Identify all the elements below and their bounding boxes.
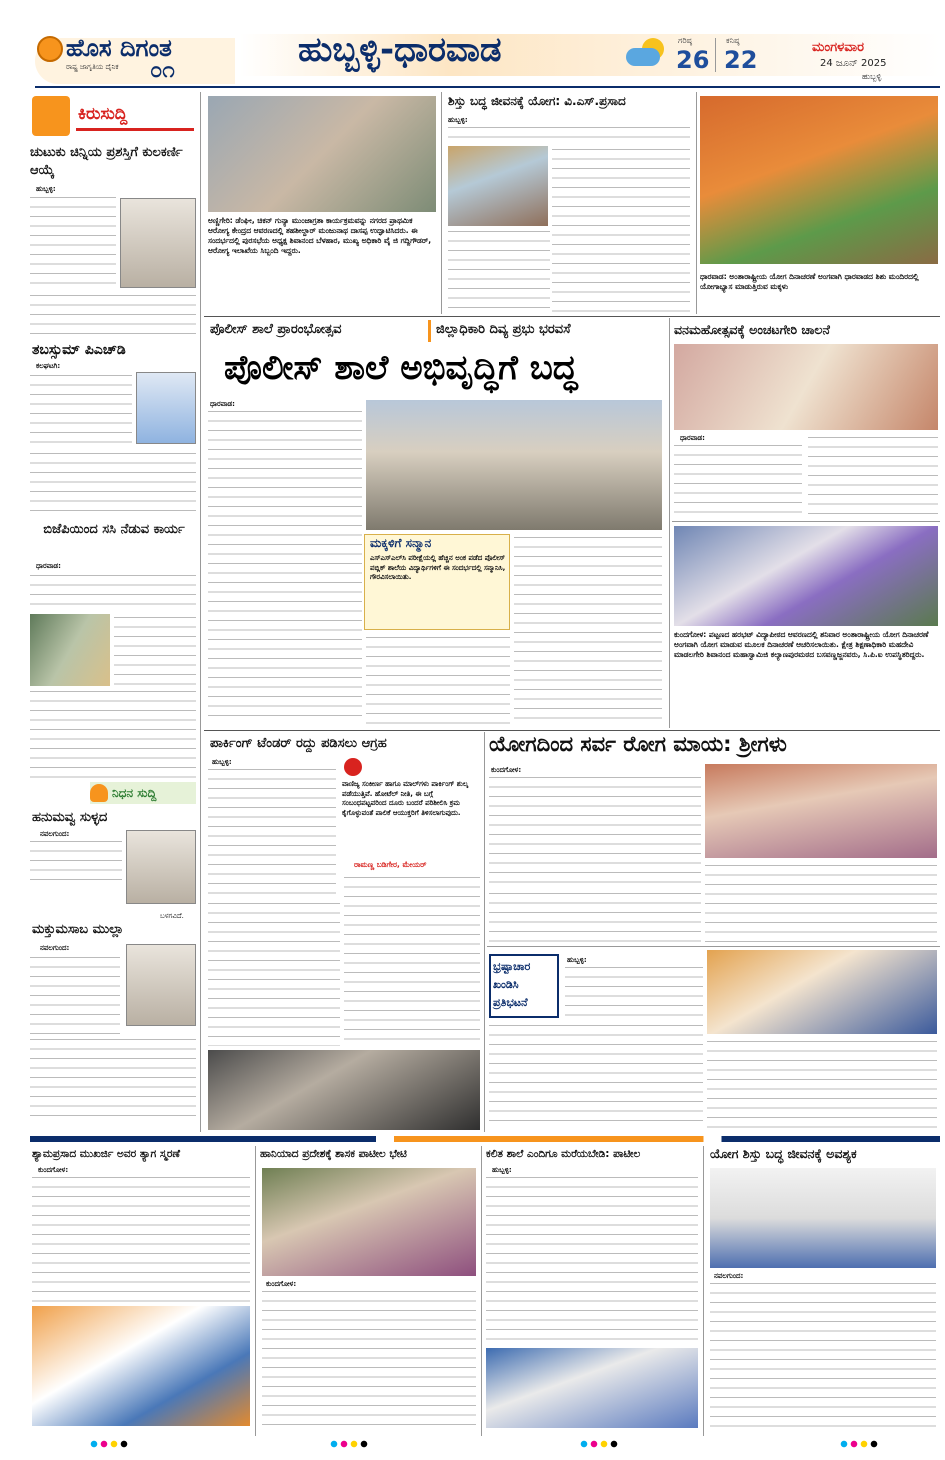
lead-body-col-1 <box>208 408 362 724</box>
parking-body-b <box>208 900 340 1046</box>
brief-hand-icon <box>32 96 70 136</box>
top-story-2-body-c <box>448 228 550 312</box>
brief-2-photo <box>136 372 196 444</box>
parking-body-c <box>344 874 480 1046</box>
vana-body-a <box>674 442 802 518</box>
vana-dateline: ಧಾರವಾಡ: <box>680 434 705 442</box>
top-story-2-body-b <box>552 146 690 312</box>
mayor-quote-icon <box>344 758 362 776</box>
yogaroga-photo <box>705 764 937 858</box>
vana-body-b <box>808 434 938 518</box>
vana-title: ವನಮಹೋತ್ಸವಕ್ಕೆ ಅಂಚಟಗೇರಿ ಚಾಲನೆ <box>674 322 830 337</box>
parking-title: ಪಾರ್ಕಿಂಗ್ ಟೆಂಡರ್ ರದ್ದು ಪಡಿಸಲು ಆಗ್ರಹ <box>210 736 387 751</box>
yogaroga-body-a <box>489 774 701 888</box>
bottom-4-title: ಯೋಗ ಶಿಸ್ತು ಬದ್ಧ ಜೀವನಕ್ಕೆ ಅವಶ್ಯಕ <box>710 1146 857 1161</box>
registration-marks-4 <box>840 1440 880 1448</box>
obit-1-body <box>30 838 122 888</box>
bottom-3-photo <box>486 1348 698 1428</box>
bottom-2-title: ಹಾನಿಯಾದ ಪ್ರದೇಶಕ್ಕೆ ಶಾಸಕ ಪಾಟೀಲ ಭೇಟಿ <box>260 1148 407 1160</box>
temp-divider <box>715 38 716 72</box>
min-temp: 22 <box>724 46 758 74</box>
yogaroga-dateline: ಕುಂದಗೋಳ: <box>491 766 522 774</box>
yogaroga-story <box>487 732 940 1132</box>
bottom-4-body <box>710 1280 936 1428</box>
lead-kicker-2: ಜಿಲ್ಲಾಧಿಕಾರಿ ದಿವ್ಯ ಪ್ರಭು ಭರವಸೆ <box>436 322 571 337</box>
masthead <box>0 0 945 88</box>
obit-2-photo <box>126 944 196 1026</box>
bottom-divider-3 <box>703 1146 704 1436</box>
brief-1-title: ಚುಟುಕು ಚಿನ್ನಿಯ ಪ್ರಶಸ್ತಿಗೆ ಕುಲಕರ್ಣಿ ಆಯ್ಕೆ <box>30 145 183 178</box>
brief-2-dateline: ಕಲಘಟಗಿ: <box>36 362 61 370</box>
date: 24 ಜೂನ್ 2025 <box>820 58 887 69</box>
max-label: ಗರಿಷ್ಠ <box>678 36 692 45</box>
brief-2-title: ತಬಸ್ಸುಮ್ ಪಿಎಚ್‌ಡಿ <box>32 342 126 358</box>
protest-body-a <box>565 964 703 1020</box>
yogaroga-title: ಯೋಗದಿಂದ ಸರ್ವ ರೋಗ ಮಾಯ: ಶ್ರೀಗಳು <box>489 732 787 756</box>
protest-body-b <box>489 1022 703 1128</box>
bottom-2-body <box>262 1288 476 1428</box>
vana-story <box>672 318 940 728</box>
logo-text: ಹೊಸ ದಿಗಂತ <box>66 34 172 62</box>
brief-3-body-cont <box>114 614 196 686</box>
min-label: ಕನಿಷ್ಠ <box>726 36 740 45</box>
briefs-section-title: ಕಿರುಸುದ್ದಿ <box>78 104 128 124</box>
lead-body-col-2 <box>366 634 510 724</box>
brief-1-dateline: ಹುಬ್ಬಳ್ಳಿ: <box>36 185 56 193</box>
parking-dateline: ಹುಬ್ಬಳ್ಳಿ: <box>212 758 232 766</box>
row-rule-2 <box>204 730 940 731</box>
lead-body-col-3 <box>514 534 662 724</box>
bottom-3-title: ಕಲಿತ ಶಾಲೆ ಎಂದಿಗೂ ಮರೆಯಬೇಡಿ: ಪಾಟೀಲ <box>486 1148 641 1160</box>
bottom-1-title: ಶ್ಯಾಮಪ್ರಸಾದ ಮುಖರ್ಜಿ ಅವರ ತ್ಯಾಗ ಸ್ಮರಣೆ <box>32 1148 181 1160</box>
protest-title: ಭ್ರಷ್ಟಾಚಾರ ಖಂಡಿಸಿ ಪ್ರತಿಭಟನೆ <box>493 960 531 1009</box>
mayor-quote: ವಾಣಿಜ್ಯ ಸಂಕೀರ್ಣ ಹಾಗೂ ಮಾಲ್‌ಗಳು ಪಾರ್ಕಿಂಗ್ ಶುಲ್ಕ ಪಡೆಯುತ್ತಿವೆ. ಹೋಟೆಲ್ ನೀತಿ, ಈ ಬಗ್ಗೆ ಸಂಬಂಧಪಟ್ಟವರಿಂದ ದೂರು ಬಂದರೆ ಪರಿಶೀಲಿಸಿ ಕ್ರಮ ಕೈಗೊಳ್ಳುವಂತೆ ಪಾಲಿಕೆ ಆಯುಕ್ತರಿಗೆ ತಿಳಿಸಲಾಗುವುದು. <box>342 780 469 817</box>
sidebar-divider <box>200 92 201 1132</box>
top-story-2-title: ಶಿಸ್ತು ಬದ್ಧ ಜೀವನಕ್ಕೆ ಯೋಗ: ವಿ.ಎಸ್.ಪ್ರಸಾದ <box>448 94 626 108</box>
obit-2-body-cont <box>30 1036 196 1124</box>
brief-3-dateline: ಧಾರವಾಡ: <box>36 562 61 570</box>
lower-divider <box>484 732 485 1132</box>
bottom-3-body <box>486 1174 698 1346</box>
brief-3-title: ಬಿಜೆಪಿಯಿಂದ ಸಸಿ ನೆಡುವ ಕಾರ್ಯ <box>43 522 185 537</box>
vana-rule <box>672 521 940 522</box>
bottom-divider-2 <box>481 1146 482 1436</box>
top-divider-1 <box>441 92 442 314</box>
yogaroga-body-b <box>705 862 937 942</box>
mid-divider <box>669 318 670 728</box>
top-story-2-body-a <box>448 124 690 142</box>
max-temp: 26 <box>676 46 710 74</box>
brief-3-photo <box>30 614 110 686</box>
bottom-story-4 <box>706 1146 940 1436</box>
bottom-3-dateline: ಹುಬ್ಬಳ್ಳಿ: <box>492 1166 512 1174</box>
weekday: ಮಂಗಳವಾರ <box>812 40 865 55</box>
registration-marks-2 <box>330 1440 370 1448</box>
registration-marks-3 <box>580 1440 620 1448</box>
lead-story <box>204 318 666 728</box>
top-story-3-photo <box>700 96 938 264</box>
top-story-1-photo <box>208 96 436 212</box>
bottom-divider-1 <box>255 1146 256 1436</box>
lead-photo <box>366 400 662 530</box>
logo-tagline: ರಾಷ್ಟ್ರ ಜಾಗೃತಿಯ ದೈನಿಕ <box>66 63 119 71</box>
bottom-4-photo <box>710 1168 936 1268</box>
protest-photo <box>707 950 937 1034</box>
top-divider-2 <box>696 92 697 314</box>
weather-cloud-icon <box>626 38 668 68</box>
protest-dateline: ಹುಬ್ಬಳ್ಳಿ: <box>567 956 587 964</box>
registration-marks-1 <box>90 1440 130 1448</box>
yogaroga-body-c <box>489 890 701 942</box>
parking-photo <box>208 1050 480 1130</box>
honor-box-text: ಎಸ್ಎಸ್‌ಎಲ್‌ಸಿ ಪರೀಕ್ಷೆಯಲ್ಲಿ ಹೆಚ್ಚಿನ ಅಂಕ ಪಡೆದ ಪೊಲೀಸ್ ಪಬ್ಲಿಕ್ ಶಾಲೆಯ ವಿದ್ಯಾರ್ಥಿಗಳಿಗೆ ಈ ಸಂದರ್ಭದಲ್ಲಿ ಸನ್ಮಾನಿಸಿ, ಗೌರವಿಸಲಾಯಿತು. <box>370 554 506 581</box>
vana-photo <box>674 344 938 430</box>
obit-2-name: ಮಕ್ತುಮಸಾಬ ಮುಲ್ಲಾ <box>32 922 124 937</box>
edition: ಹುಬ್ಬಳ್ಳಿ <box>862 72 882 81</box>
kicker-separator <box>428 320 431 342</box>
page-number: ೦೧ <box>150 58 175 83</box>
section-underline <box>76 128 194 131</box>
obit-2-body <box>30 954 120 1034</box>
obit-1-photo <box>126 830 196 904</box>
brief-2-body-cont <box>30 450 196 516</box>
lamp-icon <box>90 784 108 802</box>
brief-3-body <box>30 572 196 612</box>
yoga-event-photo <box>674 526 938 626</box>
top-story-3-caption: ಧಾರವಾಡ: ಅಂತಾರಾಷ್ಟ್ರೀಯ ಯೋಗ ದಿನಾಚರಣೆ ಅಂಗವಾಗಿ ಧಾರವಾಡದ ಶಿಶು ಮಂದಿರದಲ್ಲಿ ಯೋಗಾಭ್ಯಾಸ ಮಾಡುತ್ತಿರುವ ಮಕ್ಕಳು <box>700 272 919 291</box>
brief-2-body <box>30 372 132 448</box>
obit-2-dateline: ನವಲಗುಂದ: <box>40 944 70 952</box>
top-story-2-dateline: ಹುಬ್ಬಳ್ಳಿ: <box>448 116 468 124</box>
brief-1-body <box>30 194 116 290</box>
mayor-name: ರಾಮಣ್ಣ ಬಡಿಗೇರ, ಮೇಯರ್ <box>354 860 427 869</box>
logo-emblem-icon <box>37 36 63 62</box>
masthead-rule <box>35 86 940 88</box>
obit-1-dateline: ನವಲಗುಂದ: <box>40 830 70 838</box>
top-story-2-photo <box>448 146 548 226</box>
obit-1-tail: ಬಳಗವಿದೆ. <box>160 912 184 920</box>
top-story-1-caption: ಅಣ್ಣಿಗೇರಿ: ಡೆಂಘೀ, ಚಿಕನ್ ಗುನ್ಯಾ ಮುಂಜಾಗ್ರತಾ ಕಾರ್ಯಕ್ರಮವನ್ನು ನಗರದ ಪ್ರಾಥಮಿಕ ಆರೋಗ್ಯ ಕೇಂದ್ರದ ಆವರಣದಲ್ಲಿ ತಹಶೀಲ್ದಾರ್ ಮಂಜುನಾಥ ದಾಸಪ್ಪ ಉದ್ಘಾಟಿಸಿದರು. ಈ ಸಂದರ್ಭದಲ್ಲಿ ಪುರಸಭೆಯ ಅಧ್ಯಕ್ಷ ಶಿವಾನಂದ ಬೆಳಹಾರ, ಮುಖ್ಯ ಅಧಿಕಾರಿ ವೈ ಜಿ ಗದ್ದಿಗೌಡರ್, ಆರೋಗ್ಯ ಇಲಾಖೆಯ ಸಿಬ್ಬಂದಿ ಇದ್ದರು. <box>208 216 432 255</box>
bottom-2-dateline: ಕುಂದಗೋಳ: <box>266 1280 297 1288</box>
brief-1-body-cont <box>30 292 196 334</box>
brief-1-photo <box>120 198 196 288</box>
top-story-2 <box>444 92 694 316</box>
yogaroga-rule <box>487 946 940 947</box>
obit-1-name: ಹನುಮವ್ವ ಸುಳ್ಳದ <box>32 810 108 825</box>
bottom-4-dateline: ನವಲಗುಂದ: <box>714 1272 744 1280</box>
city-title: ಹುಬ್ಬಳ್ಳಿ-ಧಾರವಾಡ <box>298 30 502 70</box>
parking-body-a <box>208 766 336 896</box>
top-story-1 <box>206 92 438 316</box>
lead-kicker-1: ಪೊಲೀಸ್ ಶಾಲೆ ಪ್ರಾರಂಭೋತ್ಸವ <box>210 322 342 337</box>
bottom-story-2 <box>258 1146 478 1436</box>
protest-body-c <box>707 1038 937 1128</box>
top-story-3 <box>698 92 940 316</box>
bottom-2-photo <box>262 1168 476 1276</box>
honor-box-title: ಮಕ್ಕಳಿಗೆ ಸನ್ಮಾನ <box>370 536 432 550</box>
obit-section-title: ನಿಧನ ಸುದ್ದಿ <box>112 786 157 800</box>
bottom-1-photo <box>32 1306 250 1426</box>
parking-story <box>204 732 482 1132</box>
yoga-event-caption: ಕುಂದಗೋಳ: ಪಟ್ಟಣದ ಹರಭಟ್ ವಿದ್ಯಾಪೀಠದ ಆವರಣದಲ್ಲಿ ಶನಿವಾರ ಅಂತಾರಾಷ್ಟ್ರೀಯ ಯೋಗ ದಿನಾಚರಣೆ ಅಂಗವಾಗಿ ಯೋಗ ಮಾಡುವ ಮೂಲಕ ದಿನಾಚರಣೆ ಆಚರಿಸಲಾಯಿತು. ಕ್ಷೇತ್ರ ಶಿಕ್ಷಣಾಧಿಕಾರಿ ಮಹದೇವಿ ಮಾಡಲಗೇರಿ ಶಿವಾನಂದ ಮಹಾಸ್ವಾಮಿಜಿ ಕಲ್ಯಾಣಪುರಮಠದ ಬಸವಣ್ಣಜ್ಜನವರು, ಸಿ.ಪಿ.ಐ ಉಪಸ್ಥಿತರಿದ್ದರು. <box>674 630 929 659</box>
brief-3-body-cont2 <box>30 688 196 778</box>
bottom-1-dateline: ಕುಂದಗೋಳ: <box>38 1166 69 1174</box>
sidebar-briefs <box>30 92 197 1132</box>
section-color-bar <box>30 1136 940 1142</box>
row-rule-1 <box>204 316 940 317</box>
lead-dateline: ಧಾರವಾಡ: <box>210 400 235 408</box>
bottom-1-body <box>32 1174 250 1304</box>
bottom-story-1 <box>30 1146 252 1436</box>
lead-headline: ಪೊಲೀಸ್ ಶಾಲೆ ಅಭಿವೃದ್ಧಿಗೆ ಬದ್ಧ <box>224 348 578 388</box>
bottom-story-3 <box>484 1146 700 1436</box>
